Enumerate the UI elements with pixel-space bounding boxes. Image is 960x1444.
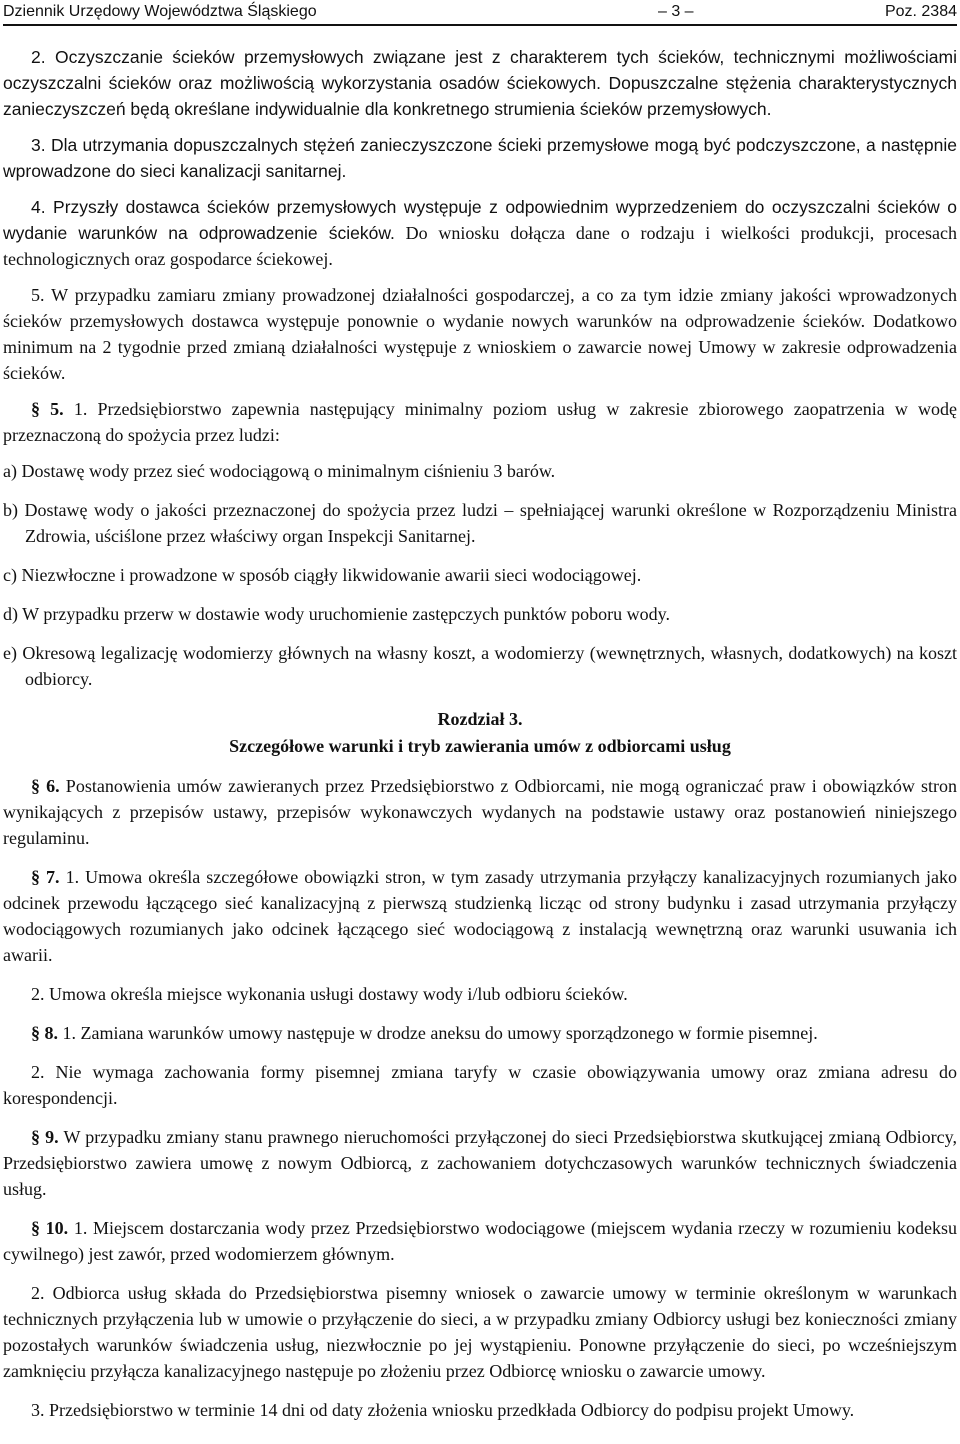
page-header (3, 0, 957, 26)
position-number: Poz. 2384 (884, 3, 957, 20)
journal-title: Dziennik Urzędowy Województwa Śląskiego (3, 3, 317, 20)
page-number: – 3 – (657, 3, 694, 20)
chapter-heading (3, 706, 957, 760)
list-item-d: d) W przypadku przerw w dostawie wody uruchomienie zastępczych punktów poboru wody. (3, 604, 670, 624)
section-10-point-2: 2. Odbiorca usług składa do Przedsiębiorstwa pisemny wniosek o zawarcie umowy w terminie określonym w warunkach technicznych przyłączenia lub w umowie o przyłączenie do sieci, a w przypadku zmiany Odbiorcy usługi bez konieczności zmiany pozostałych warunków świadczenia usług, niezwłocznie po jej wystąpieniu. Ponowne przyłączenie do sieci, po wcześniejszym zamknięciu przyłącza kanalizacyjnego następuje po złożeniu przez Odbiorcę wniosku o zawarcie umowy. (3, 1283, 957, 1381)
paragraph-4 (3, 194, 957, 272)
section-8-point-2: 2. Nie wymaga zachowania formy pisemnej zmiana taryfy w czasie obowiązywania umowy oraz zmiana adresu do korespondencji. (3, 1062, 957, 1108)
section-9 (3, 1124, 957, 1202)
paragraph-5: 5. W przypadku zamiaru zmiany prowadzonej działalności gospodarczej, a co za tym idzie zmiany jakości wprowadzonych ścieków przemysłowych dostawca występuje ponownie o wydanie nowych warunków na odprowadzenie ścieków. Dodatkowo minimum na 2 tygodnie przed zmianą działalności występuje z wnioskiem o zawarcie nowej Umowy w zakresie odprowadzenia ścieków. (3, 285, 957, 383)
section-10 (3, 1215, 957, 1267)
section-10-number: § 10. (31, 1218, 69, 1238)
list-item-b: b) Dostawę wody o jakości przeznaczonej do spożycia przez ludzi – spełniającej warunki określone w Rozporządzeniu Ministra Zdrowia, uściślone przez właściwy organ Inspekcji Sanitarnej. (3, 500, 957, 546)
section-5 (3, 396, 957, 448)
section-5-text: 1. Przedsiębiorstwo zapewnia następujący minimalny poziom usług w zakresie zbiorowego zaopatrzenia w wodę przeznaczoną do spożycia przez ludzi: (3, 399, 957, 445)
section-7-text: 1. Umowa określa szczegółowe obowiązki stron, w tym zasady utrzymania przyłączy kanalizacyjnych rozumianych jako odcinek przewodu łączącego sieć kanalizacyjną z pierwszą studzienką licząc od strony budynku i zasad utrzymania przyłączy wodociągowych rozumianych jako odcinek łączącego sieć wodociągową z instalacją wewnętrzną oraz warunki usuwania ich awarii. (3, 867, 958, 965)
list-item-e: e) Okresową legalizację wodomierzy głównych na własny koszt, a wodomierzy (wewnętrznych, własnych, dodatkowych) na koszt odbiorcy. (3, 643, 957, 689)
chapter-number: Rozdział 3. (437, 709, 523, 729)
paragraph-4-first: 4. Przyszły dostawca ścieków przemysłowych występuje z odpowiednim wyprzedzeniem do oczyszczalni ścieków o wydanie warunków na odprowadzenie ścieków. (3, 197, 957, 243)
section-7-point-2: 2. Umowa określa miejsce wykonania usługi dostawy wody i/lub odbioru ścieków. (31, 984, 628, 1004)
section-6-text: Postanowienia umów zawieranych przez Przedsiębiorstwo z Odbiorcami, nie mogą ograniczać praw i obowiązków stron wynikających z przepisów ustawy, przepisów wykonawczych wydanych na podstawie ustawy oraz postanowień niniejszego regulaminu. (3, 776, 957, 848)
section-8-text: 1. Zamiana warunków umowy następuje w drodze aneksu do umowy sporządzonego w formie pisemnej. (58, 1023, 818, 1043)
section-7 (3, 864, 957, 968)
section-9-number: § 9. (31, 1127, 59, 1147)
section-10-point-3: 3. Przedsiębiorstwo w terminie 14 dni od daty złożenia wniosku przedkłada Odbiorcy do podpisu projekt Umowy. (31, 1400, 855, 1420)
chapter-title: Szczegółowe warunki i tryb zawierania umów z odbiorcami usług (229, 736, 731, 756)
section-8 (3, 1020, 957, 1046)
section-5-number: § 5. (31, 399, 64, 419)
section-9-text: W przypadku zmiany stanu prawnego nieruchomości przyłączonej do sieci Przedsiębiorstwa skutkującej zmianą Odbiorcy, Przedsiębiorstwo zawiera umowę z nowym Odbiorcą, z zachowaniem dotychczasowych warunków technicznych świadczenia usług. (3, 1127, 957, 1199)
paragraph-4-second: Do wniosku dołącza dane o rodzaju i wielkości produkcji, procesach technologicznych oraz gospodarce ściekowej. (3, 223, 957, 269)
section-6 (3, 773, 957, 851)
list-item-c: c) Niezwłoczne i prowadzone w sposób ciągły likwidowanie awarii sieci wodociągowej. (3, 565, 642, 585)
list-item-a: a) Dostawę wody przez sieć wodociągową o minimalnym ciśnieniu 3 barów. (3, 461, 556, 481)
paragraph-2: 2. Oczyszczanie ścieków przemysłowych związane jest z charakterem tych ścieków, technicznymi możliwościami oczyszczalni ścieków oraz możliwością wykorzystania osadów ściekowych. Dopuszczalne stężenia charakterystycznych zanieczyszczeń będą określane indywidualnie dla konkretnego strumienia ścieków przemysłowych. (3, 47, 957, 119)
section-8-number: § 8. (31, 1023, 58, 1043)
paragraph-3: 3. Dla utrzymania dopuszczalnych stężeń zanieczyszczone ścieki przemysłowe mogą być podczyszczone, a następnie wprowadzone do sieci kanalizacji sanitarnej. (3, 135, 957, 181)
section-7-number: § 7. (31, 867, 60, 887)
section-6-number: § 6. (31, 776, 60, 796)
section-10-text: 1. Miejscem dostarczania wody przez Przedsiębiorstwo wodociągowe (miejscem wydania rzeczy w rozumieniu kodeksu cywilnego) jest zawór, przed wodomierzem głównym. (3, 1218, 958, 1264)
